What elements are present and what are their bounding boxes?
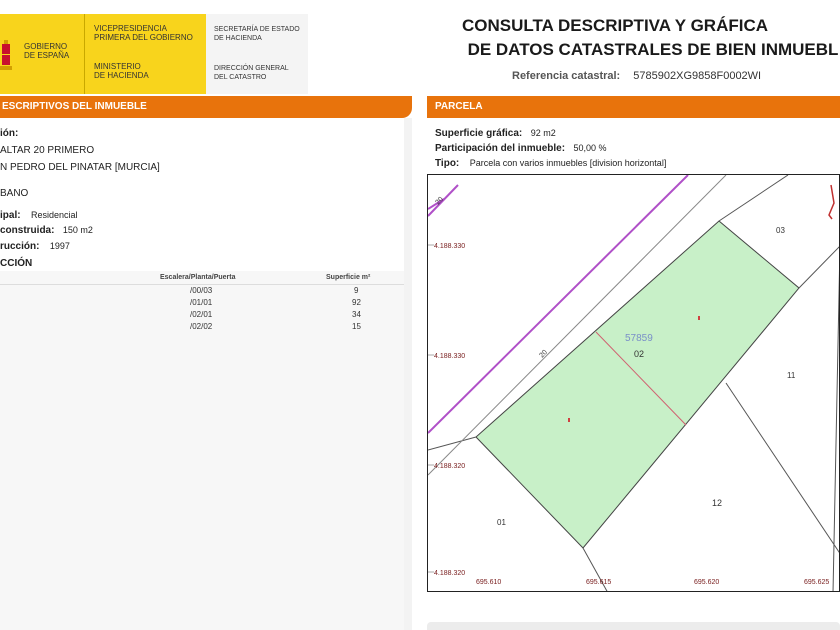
reference-label: Referencia catastral: — [512, 70, 621, 82]
y-tick-label: 4.188.330 — [434, 243, 466, 250]
gov-line1: GOBIERNO — [24, 42, 68, 51]
superficie-value: 150 m2 — [62, 225, 93, 235]
road-label: 20 — [538, 348, 549, 360]
row-door: /01/01 — [190, 298, 213, 307]
gov-line2: DE ESPAÑA — [24, 51, 70, 60]
tipo-value: Parcela con varios inmuebles [division horizontal] — [469, 158, 667, 168]
table-row — [0, 298, 404, 309]
row-door: /02/01 — [190, 310, 213, 319]
table-row — [0, 322, 404, 333]
parcel-ref-label: 57859 — [625, 333, 653, 344]
title-line2: DE DATOS CATASTRALES DE BIEN INMUEBL — [467, 40, 839, 59]
neighbour-line — [428, 437, 476, 450]
dir-line1: DIRECCIÓN GENERAL — [214, 65, 289, 72]
anio-row — [0, 236, 70, 254]
parcela-band-label: PARCELA — [435, 101, 483, 112]
participacion-value: 50,00 % — [573, 143, 607, 153]
vice-line2: PRIMERA DEL GOBIERNO — [94, 33, 193, 42]
sec-line1: SECRETARÍA DE ESTADO — [214, 26, 300, 33]
next-section-bar — [427, 622, 840, 630]
row-surface: 9 — [354, 286, 359, 295]
participacion-label: Participación del inmueble: — [435, 143, 566, 154]
x-tick-label: 695.615 — [586, 579, 612, 586]
construccion-label: CCIÓN — [0, 258, 33, 269]
parcela-band — [427, 96, 840, 118]
parcel-01-label: 01 — [497, 518, 506, 527]
government-header-block — [0, 14, 308, 94]
tipo-label: Tipo: — [435, 158, 460, 169]
x-tick-label: 695.610 — [476, 579, 502, 586]
parcel-12-label: 12 — [712, 498, 723, 508]
col-header-door: Escalera/Planta/Puerta — [160, 274, 236, 281]
row-door: /02/02 — [190, 322, 213, 331]
y-tick-label: 4.188.320 — [434, 463, 466, 470]
reference-row — [512, 70, 761, 82]
road-label: 20 — [434, 195, 445, 207]
row-surface: 34 — [352, 310, 361, 319]
gov-name — [24, 42, 69, 60]
superficie-label: construida: — [0, 225, 55, 236]
vicepresidencia — [94, 24, 193, 42]
page-title — [440, 16, 840, 60]
dir-line2: DEL CATASTRO — [214, 74, 267, 81]
neighbour-line — [726, 383, 840, 555]
uso-label: ipal: — [0, 210, 21, 221]
sec-line2: DE HACIENDA — [214, 35, 262, 42]
parcel-02-label: 02 — [634, 349, 645, 359]
reference-value: 5785902XG9858F0002WI — [633, 70, 762, 82]
parcel-11-label: 11 — [787, 371, 796, 380]
parcel-marker — [698, 316, 700, 320]
descriptive-data-band — [0, 96, 412, 118]
row-surface: 92 — [352, 298, 361, 307]
ministerio — [94, 62, 149, 80]
neighbour-line — [799, 245, 840, 288]
min-line2: DE HACIENDA — [94, 71, 149, 80]
anio-value: 1997 — [49, 241, 70, 251]
coat-of-arms-icon — [0, 40, 14, 76]
y-tick-label: 4.188.320 — [434, 570, 466, 577]
secretaria-block — [206, 14, 308, 94]
neighbour-line — [833, 195, 840, 592]
clase-value: BANO — [0, 188, 29, 199]
vice-line1: VICEPRESIDENCIA — [94, 24, 167, 33]
localizacion-label: ión: — [0, 128, 19, 139]
parcel-polygon[interactable] — [476, 221, 799, 548]
sup-grafica-label: Superficie gráfica: — [435, 128, 523, 139]
anio-label: rucción: — [0, 241, 40, 252]
parcel-marker — [568, 418, 570, 422]
row-door: /00/03 — [190, 286, 213, 295]
tipo-row — [435, 153, 666, 171]
descriptive-band-label: ESCRIPTIVOS DEL INMUEBLE — [2, 101, 147, 112]
neighbour-line — [719, 175, 788, 221]
x-tick-label: 695.620 — [694, 579, 720, 586]
uso-value: Residencial — [31, 210, 78, 220]
title-line1: CONSULTA DESCRIPTIVA Y GRÁFICA — [461, 16, 769, 35]
north-arrow-icon — [829, 185, 834, 219]
min-line1: MINISTERIO — [94, 62, 141, 71]
table-row — [0, 310, 404, 321]
x-tick-label: 695.625 — [804, 579, 830, 586]
parcel-03-label: 03 — [776, 226, 785, 235]
col-header-surface: Superficie m² — [326, 274, 371, 281]
table-row — [0, 286, 404, 297]
address-line2: N PEDRO DEL PINATAR [MURCIA] — [0, 162, 160, 173]
left-panel-edge — [404, 118, 412, 630]
y-tick-label: 4.188.330 — [434, 353, 466, 360]
sup-grafica-value: 92 m2 — [530, 128, 556, 138]
row-surface: 15 — [352, 322, 361, 331]
construction-table — [0, 271, 404, 630]
address-line1: ALTAR 20 PRIMERO — [0, 145, 95, 156]
cadastral-map[interactable] — [427, 174, 840, 592]
